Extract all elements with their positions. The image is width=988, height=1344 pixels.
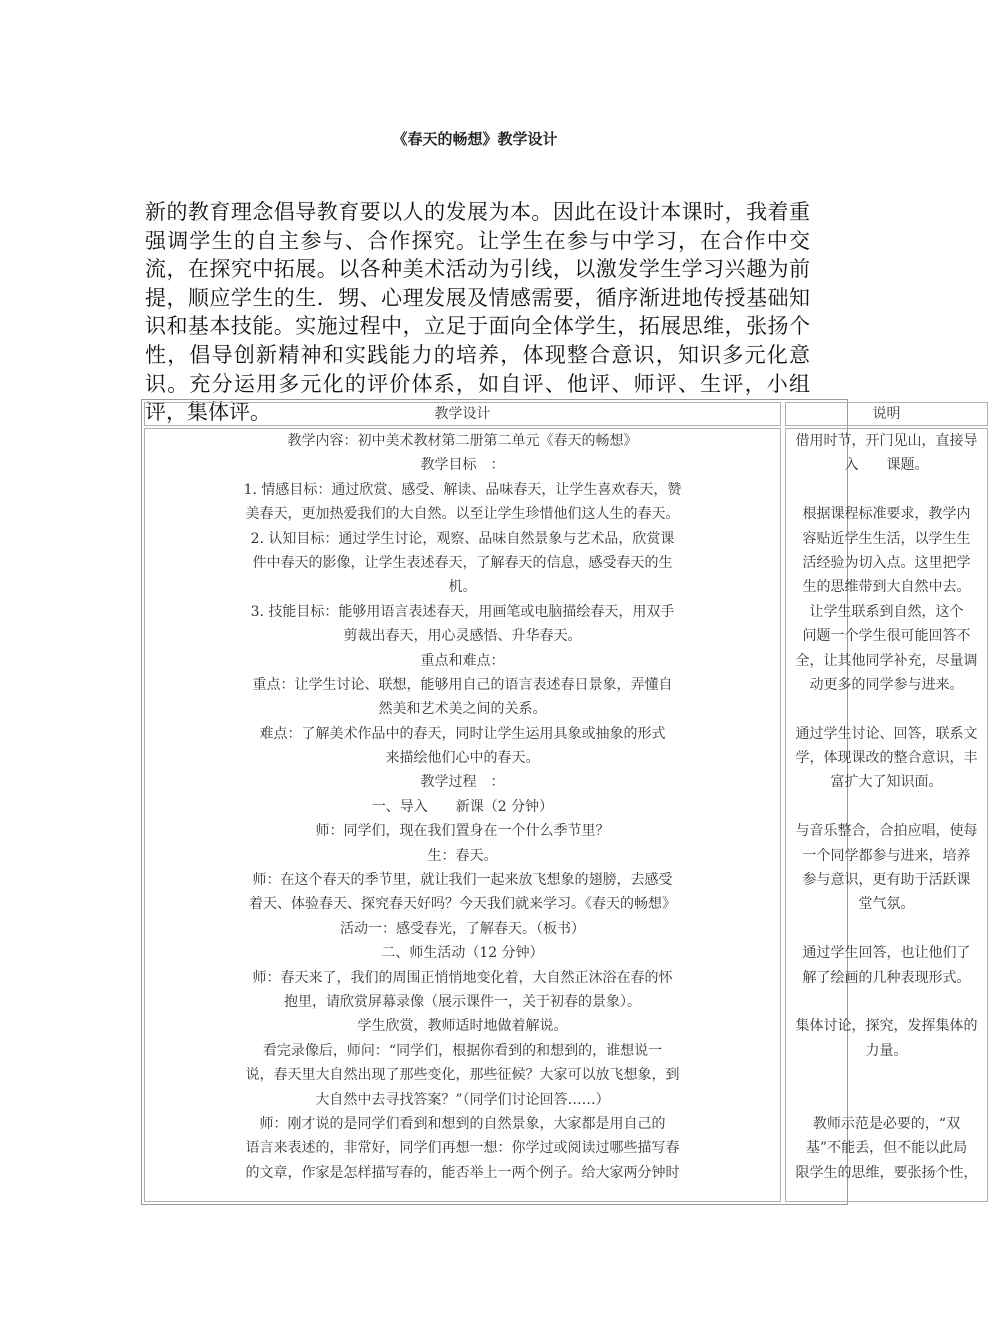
table-line: 一、导入 新课（2 分钟） [371, 798, 554, 815]
design-column [144, 428, 781, 1202]
header-design: 教学设计 [144, 402, 781, 426]
table-line [786, 1088, 987, 1112]
table-line: 机。 [448, 579, 477, 596]
table-line: 语言来表述的，非常好，同学们再想一想：你学过或阅读过哪些描写春 [245, 1140, 680, 1157]
table-line: 然美和艺术美之间的关系。 [378, 701, 547, 718]
table-line: 生：春天。 [427, 847, 498, 864]
table-line: 解了绘画的几种表现形式。 [802, 969, 971, 986]
table-line: 让学生联系到自然，这个 [809, 603, 964, 620]
table-line: 来描绘他们心中的春天。 [385, 750, 540, 767]
table-line: 教学目标 ： [420, 457, 505, 474]
table-line: 2. 认知目标：通过学生讨论，观察、品味自然景象与艺术品，欣赏课 [250, 530, 675, 547]
table-line: 富扩大了知识面。 [830, 774, 943, 791]
table-line: 1. 情感目标：通过欣赏、感受、解读、品味春天，让学生喜欢春天，赞 [243, 481, 682, 498]
table-line: 通过学生讨论、回答，联系文 [795, 725, 978, 742]
table-line: 件中春天的影像，让学生表述春天，了解春天的信息，感受春天的生 [252, 554, 673, 571]
table-line: 教学过程 ： [420, 774, 505, 791]
table-line [786, 1063, 987, 1087]
document-title: 《春天的畅想》教学设计 [392, 130, 558, 148]
table-line: 容贴近学生生活，以学生生 [802, 530, 971, 547]
table-line [786, 795, 987, 819]
table-line: 二、师生活动（12 分钟） [381, 945, 544, 962]
table-line: 说，春天里大自然出现了那些变化，那些征候？大家可以放飞想象，到 [245, 1067, 680, 1084]
table-line: 重点和难点： [420, 652, 505, 669]
intro-paragraph: 新的教育理念倡导教育要以人的发展为本。因此在设计本课时，我着重强调学生的自主参与、合作探究。让学生在参与中学习，在合作中交流，在探究中拓展。以各种美术活动为引线，以激发学生学习兴趣为前提，顺应学生的生．甥、心理发展及情感需要，循序渐进地传授基础知识和基本技能。实施过程中，立足于面向全体学生，拓展思维，张扬个性，倡导创新精神和实践能力的培养，体现整合意识，知识多元化意识。充分运用多元化的评价体系，如自评、他评、师评、生评，小组评，集体评。 [145, 200, 810, 425]
table-line: 教学内容：初中美术教材第二册第二单元《春天的畅想》 [287, 433, 638, 449]
table-line: 大自然中去寻找答案？”（同学们讨论回答……） [315, 1091, 610, 1108]
table-line: 师：在这个春天的季节里，就让我们一起来放飞想象的翅膀，去感受 [252, 872, 673, 889]
table-line: 3. 技能目标：能够用语言表述春天，用画笔或电脑描绘春天，用双手 [250, 603, 675, 620]
table-line: 堂气氛。 [858, 896, 915, 913]
table-line: 集体讨论，探究，发挥集体的 [795, 1018, 978, 1035]
table-line [786, 697, 987, 721]
table-line: 借用时节，开门见山，直接导 [795, 433, 978, 449]
table-line [786, 478, 987, 502]
header-notes: 说明 [785, 402, 988, 426]
table-line: 生的思维带到大自然中去。 [802, 579, 971, 596]
table-line [786, 917, 987, 941]
table-line: 动更多的同学参与进来。 [809, 676, 964, 693]
table-line: 教师示范是必要的，“双 [812, 1115, 961, 1132]
lesson-table [141, 399, 978, 1205]
table-line [786, 990, 987, 1014]
table-line: 根据课程标准要求，教学内 [802, 506, 971, 523]
table-line: 抱里，请欣赏屏幕录像（展示课件一，关于初春的景象）。 [284, 993, 641, 1010]
table-line: 难点：了解美术作品中的春天，同时让学生运用具象或抽象的形式 [259, 725, 666, 742]
table-line: 活经验为切入点。这里把学 [802, 554, 971, 571]
notes-column [785, 428, 988, 1202]
table-line: 重点：让学生讨论、联想，能够用自己的语言表述春日景象，弄懂自 [252, 676, 673, 693]
table-line: 学，体现课改的整合意识，丰 [795, 750, 978, 767]
table-line: 师：刚才说的是同学们看到和想到的自然景象，大家都是用自己的 [259, 1115, 666, 1132]
table-line: 通过学生回答，也让他们了 [802, 945, 971, 962]
table-line: 基”不能丢，但不能以此局 [805, 1140, 968, 1157]
table-line: 的文章，作家是怎样描写春的，能否举上一两个例子。给大家两分钟时 [245, 1164, 680, 1181]
table-line: 与音乐整合，合拍应唱，使每 [795, 823, 978, 840]
table-line: 学生欣赏，教师适时地做着解说。 [357, 1018, 568, 1035]
table-line: 参与意识，更有助于活跃课 [802, 872, 971, 889]
table-line: 活动一：感受春光，了解春天。（板书） [340, 920, 585, 937]
table-line: 美春天，更加热爱我们的大自然。以至让学生珍惜他们这人生的春天。 [245, 506, 680, 523]
table-line: 看完录像后，师问：“同学们，根据你看到的和想到的，谁想说一 [262, 1042, 663, 1059]
table-line: 着天、体验春天、探究春天好吗？今天我们就来学习。《春天的畅想》 [249, 896, 676, 913]
table-line: 一个同学都参与进来，培养 [802, 847, 971, 864]
table-line: 限学生的思维，要张扬个性， [795, 1164, 978, 1181]
table-line: 剪裁出春天，用心灵感悟、升华春天。 [343, 628, 582, 645]
table-line: 问题一个学生很可能回答不 [802, 628, 971, 645]
table-line: 力量。 [865, 1042, 908, 1059]
table-line: 师：春天来了，我们的周围正悄悄地变化着，大自然正沐浴在春的怀 [252, 969, 673, 986]
table-line: 师：同学们，现在我们置身在一个什么季节里？ [315, 823, 610, 840]
table-line: 全，让其他同学补充，尽量调 [795, 652, 978, 669]
table-line: 入 课题。 [844, 457, 929, 474]
